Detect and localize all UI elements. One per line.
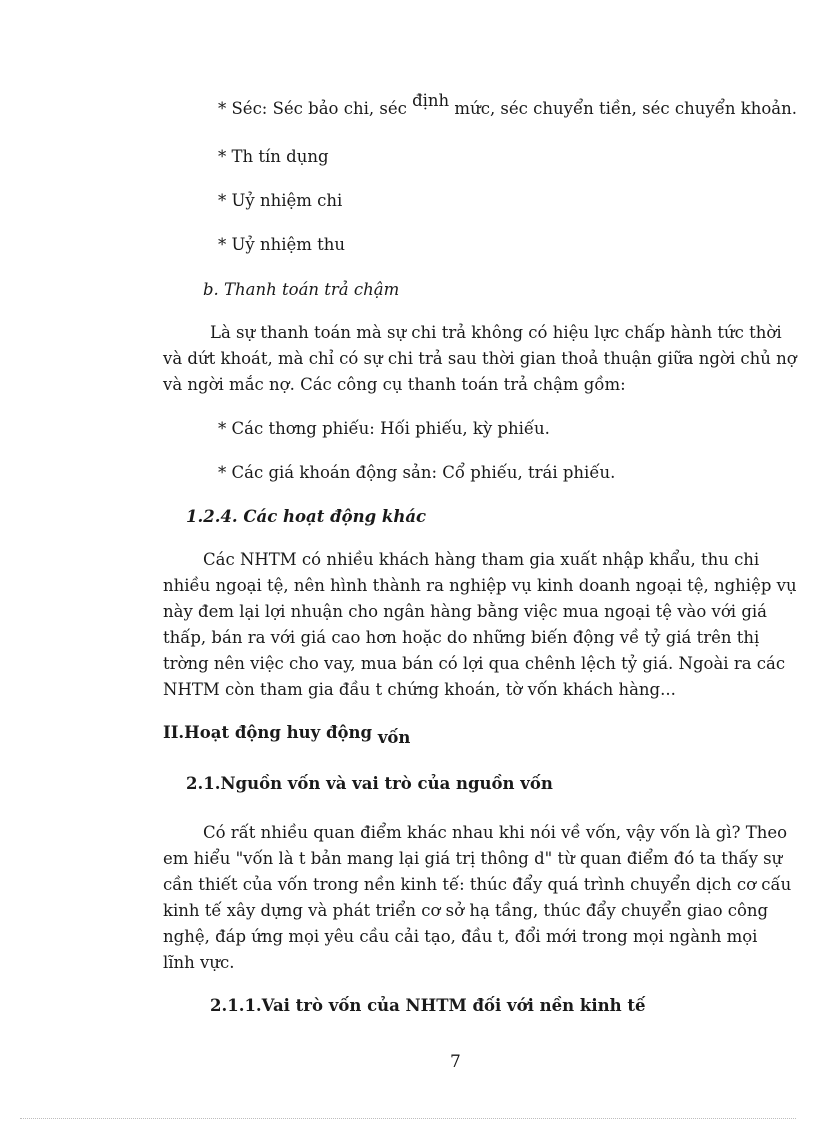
section-heading-II-text: II.Hoạt động huy động bbox=[163, 723, 378, 742]
paragraph-line: thấp, bán ra với giá cao hơn hoặc do những biến động về tỷ giá trên thị bbox=[163, 628, 760, 647]
footer-divider bbox=[20, 1118, 796, 1119]
bullet-thu-tin-dung: * Th tín dụng bbox=[218, 147, 329, 166]
section-heading-II-lowered-word: vốn bbox=[377, 728, 411, 747]
bullet-giay-to-co-gia: * Các giá khoán động sản: Cổ phiếu, trái phiếu. bbox=[218, 463, 616, 482]
bullet-sec-text-b: mức, séc chuyển tiền, séc chuyển khoản. bbox=[449, 99, 797, 118]
paragraph-line: lĩnh vực. bbox=[163, 953, 235, 972]
bullet-uy-nhiem-chi: * Uỷ nhiệm chi bbox=[218, 191, 343, 210]
bullet-sec bbox=[218, 91, 797, 120]
paragraph-line: Các NHTM có nhiều khách hàng tham gia xuất nhập khẩu, thu chi bbox=[203, 550, 760, 569]
bullet-thuong-phieu: * Các thơng phiếu: Hối phiếu, kỳ phiếu. bbox=[218, 419, 550, 438]
section-heading-2-1-1: 2.1.1.Vai trò vốn của NHTM đối với nền kinh tế bbox=[210, 996, 646, 1015]
paragraph-line: kinh tế xây dựng và phát triển cơ sở hạ tầng, thúc đẩy chuyển giao công bbox=[163, 901, 769, 920]
bullet-sec-raised-word: định bbox=[412, 91, 450, 110]
paragraph-line: Là sự thanh toán mà sự chi trả không có hiệu lực chấp hành tức thời bbox=[210, 323, 782, 342]
paragraph-line: cần thiết của vốn trong nền kinh tế: thúc đẩy quá trình chuyển dịch cơ cấu bbox=[163, 875, 792, 894]
section-heading-1-2-4: 1.2.4. Các hoạt động khác bbox=[186, 507, 427, 526]
paragraph-line: và ngời mắc nợ. Các công cụ thanh toán trả chậm gồm: bbox=[163, 375, 626, 394]
section-heading-2-1: 2.1.Nguồn vốn và vai trò của nguồn vốn bbox=[186, 774, 553, 793]
subheading-thanh-toan-tra-cham: b. Thanh toán trả chậm bbox=[203, 280, 400, 299]
bullet-sec-text-a: * Séc: Séc bảo chi, séc bbox=[218, 99, 413, 118]
paragraph-line: này đem lại lợi nhuận cho ngân hàng bằng việc mua ngoại tệ vào với giá bbox=[163, 602, 767, 621]
paragraph-line: NHTM còn tham gia đầu t chứng khoán, tờ vốn khách hàng... bbox=[163, 680, 676, 699]
paragraph-line: trờng nên việc cho vay, mua bán có lợi qua chênh lệch tỷ giá. Ngoài ra các bbox=[163, 654, 786, 673]
bullet-uy-nhiem-thu: * Uỷ nhiệm thu bbox=[218, 235, 346, 254]
paragraph-line: Có rất nhiều quan điểm khác nhau khi nói về vốn, vậy vốn là gì? Theo bbox=[203, 823, 788, 842]
paragraph-line: nghệ, đáp ứng mọi yêu cầu cải tạo, đầu t, đổi mới trong mọi ngành mọi bbox=[163, 927, 758, 946]
paragraph-line: em hiểu "vốn là t bản mang lại giá trị thông d" từ quan điểm đó ta thấy sự bbox=[163, 849, 783, 868]
page-number: 7 bbox=[450, 1052, 461, 1072]
paragraph-line: và dứt khoát, mà chỉ có sự chi trả sau thời gian thoả thuận giữa ngời chủ nợ bbox=[163, 349, 797, 368]
section-heading-II bbox=[163, 722, 411, 747]
paragraph-line: nhiều ngoại tệ, nên hình thành ra nghiệp vụ kinh doanh ngoại tệ, nghiệp vụ bbox=[163, 576, 797, 595]
